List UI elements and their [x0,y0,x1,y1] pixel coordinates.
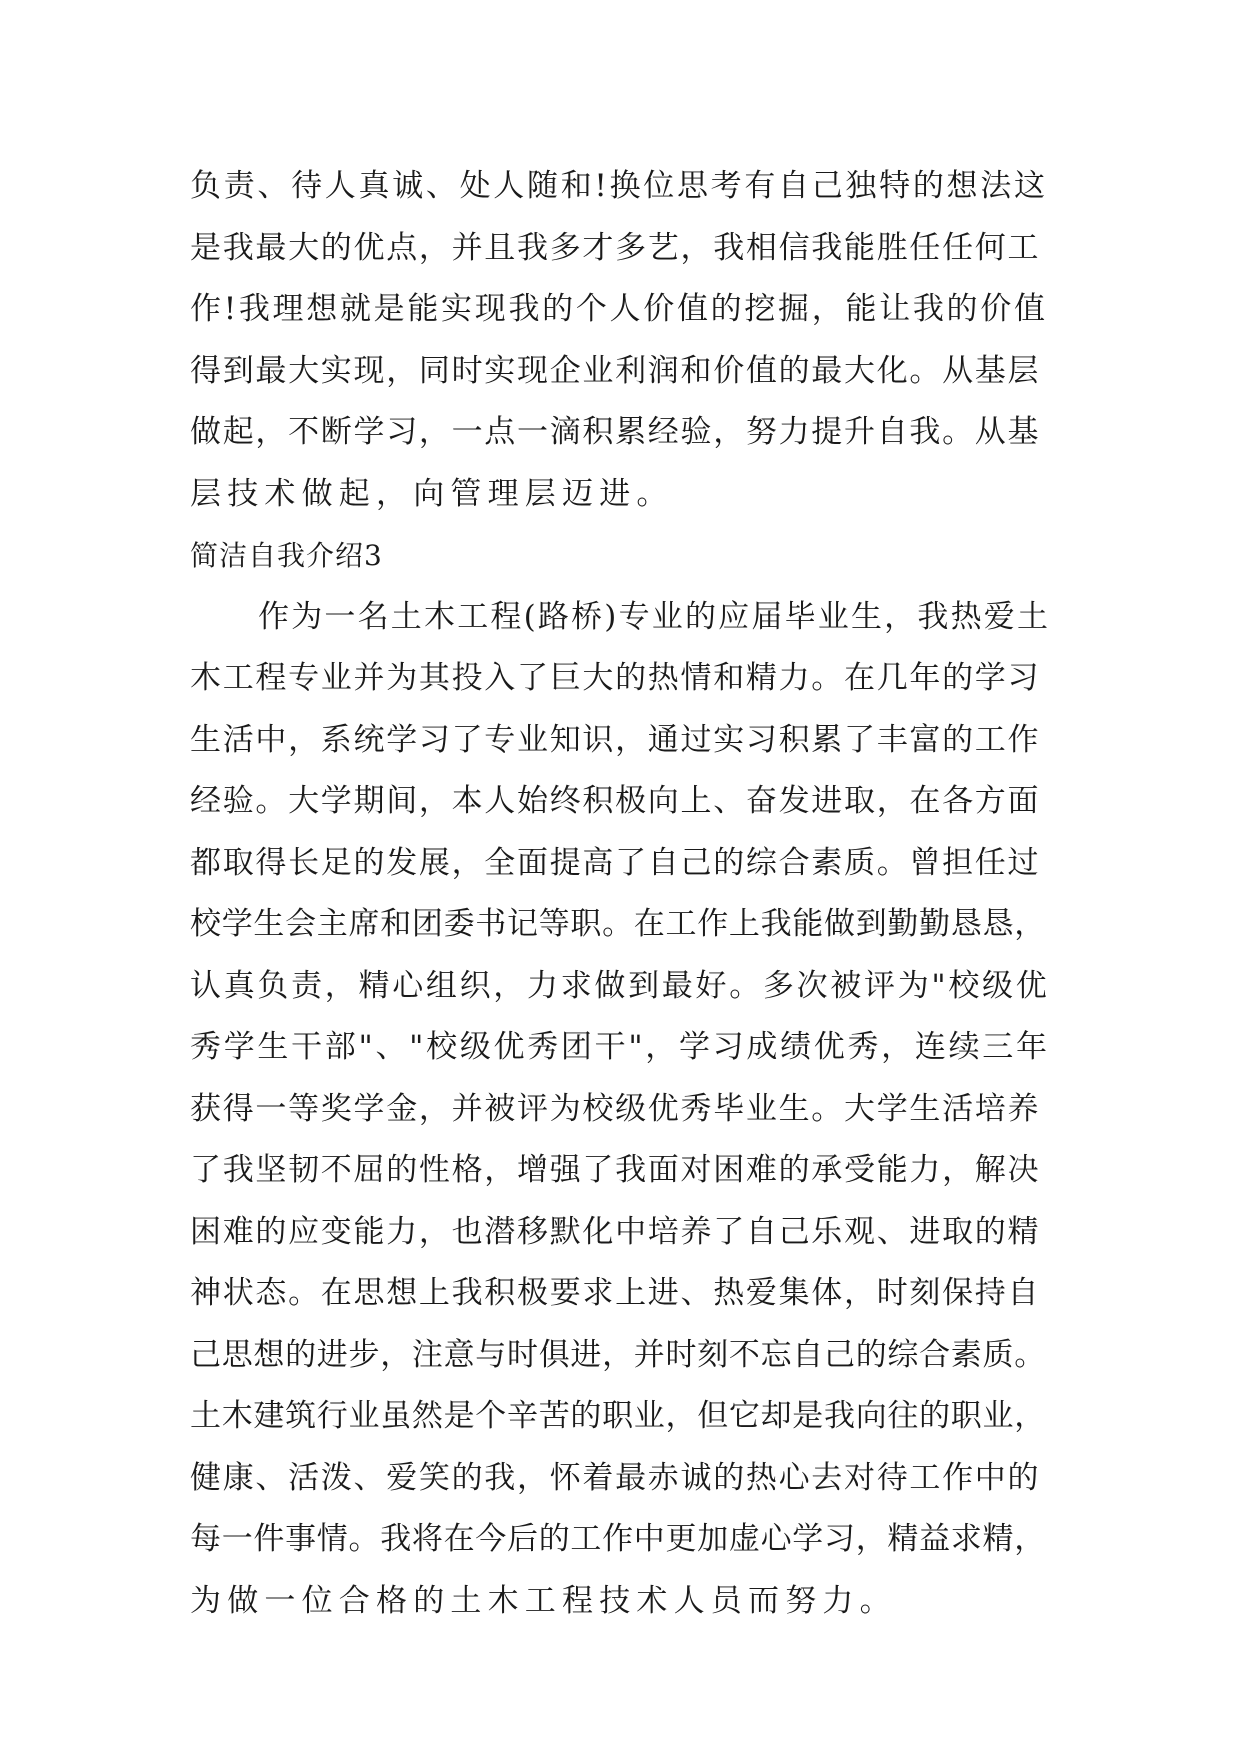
text-line: 负责、待人真诚、处人随和!换位思考有自己独特的想法这 [190,168,1048,204]
text-line: 每一件事情。我将在今后的工作中更加虚心学习，精益求精， [190,1521,1046,1557]
text-line: 了我坚韧不屈的性格，增强了我面对困难的承受能力，解决 [190,1152,1041,1188]
text-line: 认真负责，精心组织，力求做到最好。多次被评为"校级优 [190,967,1050,1004]
text-line: 作!我理想就是能实现我的个人价值的挖掘，能让我的价值 [190,291,1048,327]
text-line: 生活中，系统学习了专业知识，通过实习积累了丰富的工作 [190,721,1041,758]
text-line: 做起，不断学习，一点一滴积累经验，努力提升自我。从基 [190,414,1041,450]
text-line: 秀学生干部"、"校级优秀团干"，学习成绩优秀，连续三年 [190,1029,1050,1065]
section-title: 简洁自我介绍3 [190,539,383,572]
paragraph-introduction [190,587,1050,1633]
text-line: 土木建筑行业虽然是个辛苦的职业，但它却是我向往的职业， [190,1398,1046,1434]
text-line: 校学生会主席和团委书记等职。在工作上我能做到勤勤恳恳， [190,906,1046,942]
text-line: 木工程专业并为其投入了巨大的热情和精力。在几年的学习 [190,660,1041,696]
text-line: 层技术做起，向管理层迈进。 [190,475,674,512]
text-line: 作为一名土木工程(路桥)专业的应届毕业生，我热爱土 [258,598,1050,635]
text-line: 健康、活泼、爱笑的我，怀着最赤诚的热心去对待工作中的 [190,1459,1041,1496]
text-line: 获得一等奖学金，并被评为校级优秀毕业生。大学生活培养 [190,1090,1041,1127]
text-line: 神状态。在思想上我积极要求上进、热爱集体，时刻保持自 [190,1275,1041,1311]
text-line: 己思想的进步，注意与时俱进，并时刻不忘自己的综合素质。 [190,1336,1046,1373]
text-line: 得到最大实现，同时实现企业利润和价值的最大化。从基层 [190,352,1041,389]
text-line: 是我最大的优点，并且我多才多艺，我相信我能胜任任何工 [190,229,1041,266]
text-line: 经验。大学期间，本人始终积极向上、奋发进取，在各方面 [190,783,1041,819]
text-line: 为做一位合格的土木工程技术人员而努力。 [190,1582,897,1619]
text-line: 都取得长足的发展，全面提高了自己的综合素质。曾担任过 [190,844,1041,881]
paragraph-previous [190,156,1050,525]
document-page [190,156,1050,1632]
text-line: 困难的应变能力，也潜移默化中培养了自己乐观、进取的精 [190,1213,1041,1250]
